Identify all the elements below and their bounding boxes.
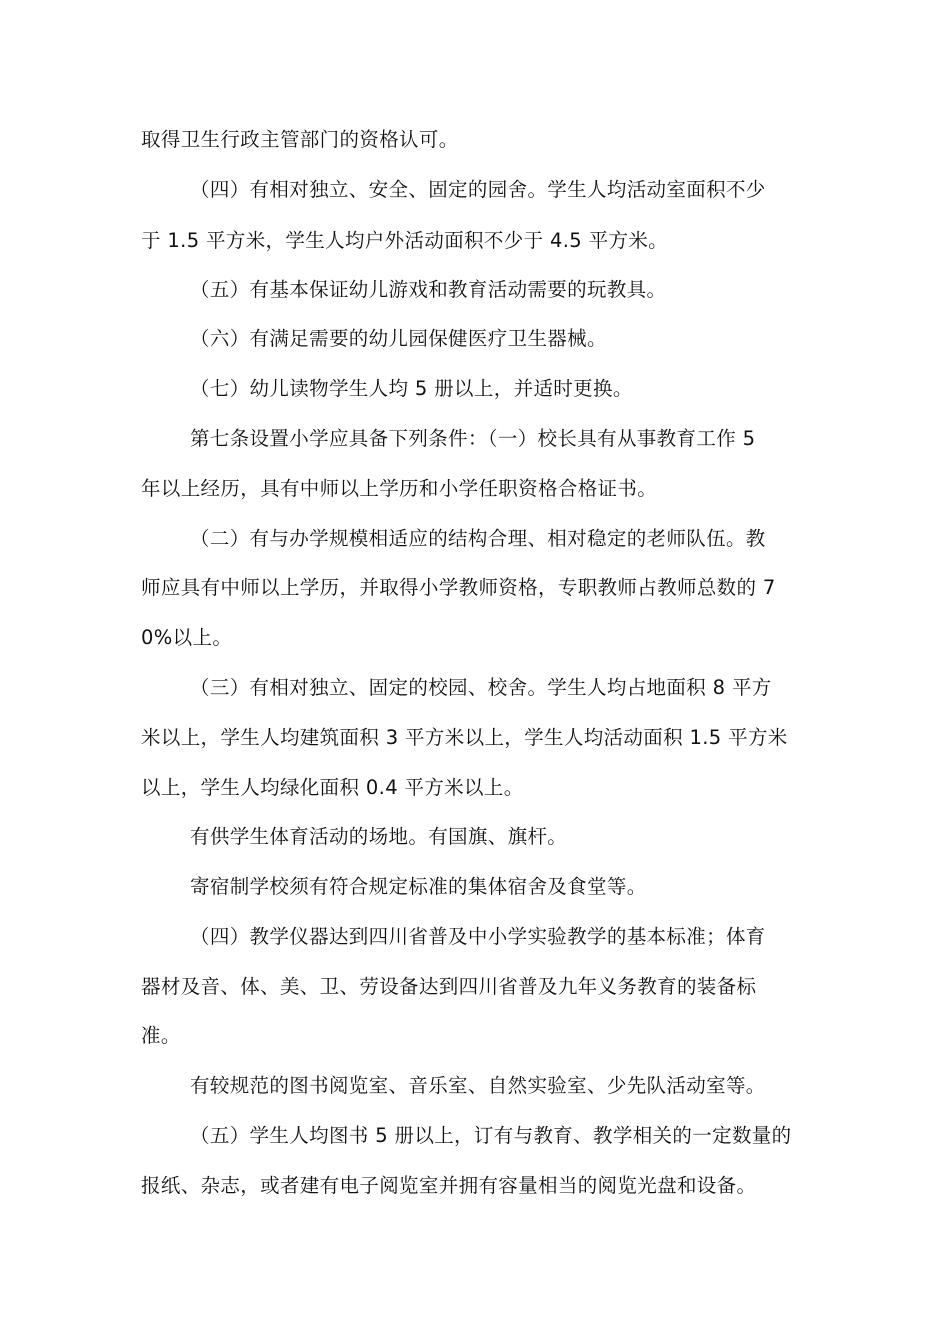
text-line-3: 于 1.5 平方米，学生人均户外活动面积不少于 4.5 平方米。 — [141, 229, 669, 252]
text-line-16: 寄宿制学校须有符合规定标准的集体宿舍及食堂等。 — [190, 875, 647, 898]
text-line-21: （五）学生人均图书 5 册以上，订有与教育、教学相关的一定数量的 — [190, 1124, 792, 1147]
text-line-4: （五）有基本保证幼儿游戏和教育活动需要的玩教具。 — [190, 278, 667, 301]
text-line-9: （二）有与办学规模相适应的结构合理、相对稳定的老师队伍。教 — [190, 527, 766, 550]
text-line-5: （六）有满足需要的幼儿园保健医疗卫生器械。 — [190, 327, 607, 350]
text-line-7: 第七条设置小学应具备下列条件：（一）校长具有从事教育工作 5 — [190, 427, 756, 450]
text-line-1: 取得卫生行政主管部门的资格认可。 — [141, 128, 459, 151]
text-line-6: （七）幼儿读物学生人均 5 册以上，并适时更换。 — [190, 377, 633, 400]
text-line-20: 有较规范的图书阅览室、音乐室、自然实验室、少先队活动室等。 — [190, 1074, 766, 1097]
text-line-19: 准。 — [141, 1024, 181, 1047]
text-line-10: 师应具有中师以上学历，并取得小学教师资格，专职教师占教师总数的 7 — [141, 576, 776, 599]
text-line-11: 0%以上。 — [141, 626, 233, 649]
text-line-22: 报纸、杂志，或者建有电子阅览室并拥有容量相当的阅览光盘和设备。 — [141, 1174, 757, 1197]
text-line-15: 有供学生体育活动的场地。有国旗、旗杆。 — [190, 825, 568, 848]
text-line-14: 以上，学生人均绿化面积 0.4 平方米以上。 — [141, 776, 524, 799]
text-line-8: 年以上经历，具有中师以上学历和小学任职资格合格证书。 — [141, 477, 658, 500]
text-line-2: （四）有相对独立、安全、固定的园舍。学生人均活动室面积不少 — [190, 178, 766, 201]
text-line-13: 米以上，学生人均建筑面积 3 平方米以上，学生人均活动面积 1.5 平方米 — [141, 726, 788, 749]
text-line-17: （四）教学仪器达到四川省普及中小学实验教学的基本标准；体育 — [190, 925, 766, 948]
text-line-18: 器材及音、体、美、卫、劳设备达到四川省普及九年义务教育的装备标 — [141, 975, 757, 998]
text-line-12: （三）有相对独立、固定的校园、校舍。学生人均占地面积 8 平方 — [190, 676, 772, 699]
